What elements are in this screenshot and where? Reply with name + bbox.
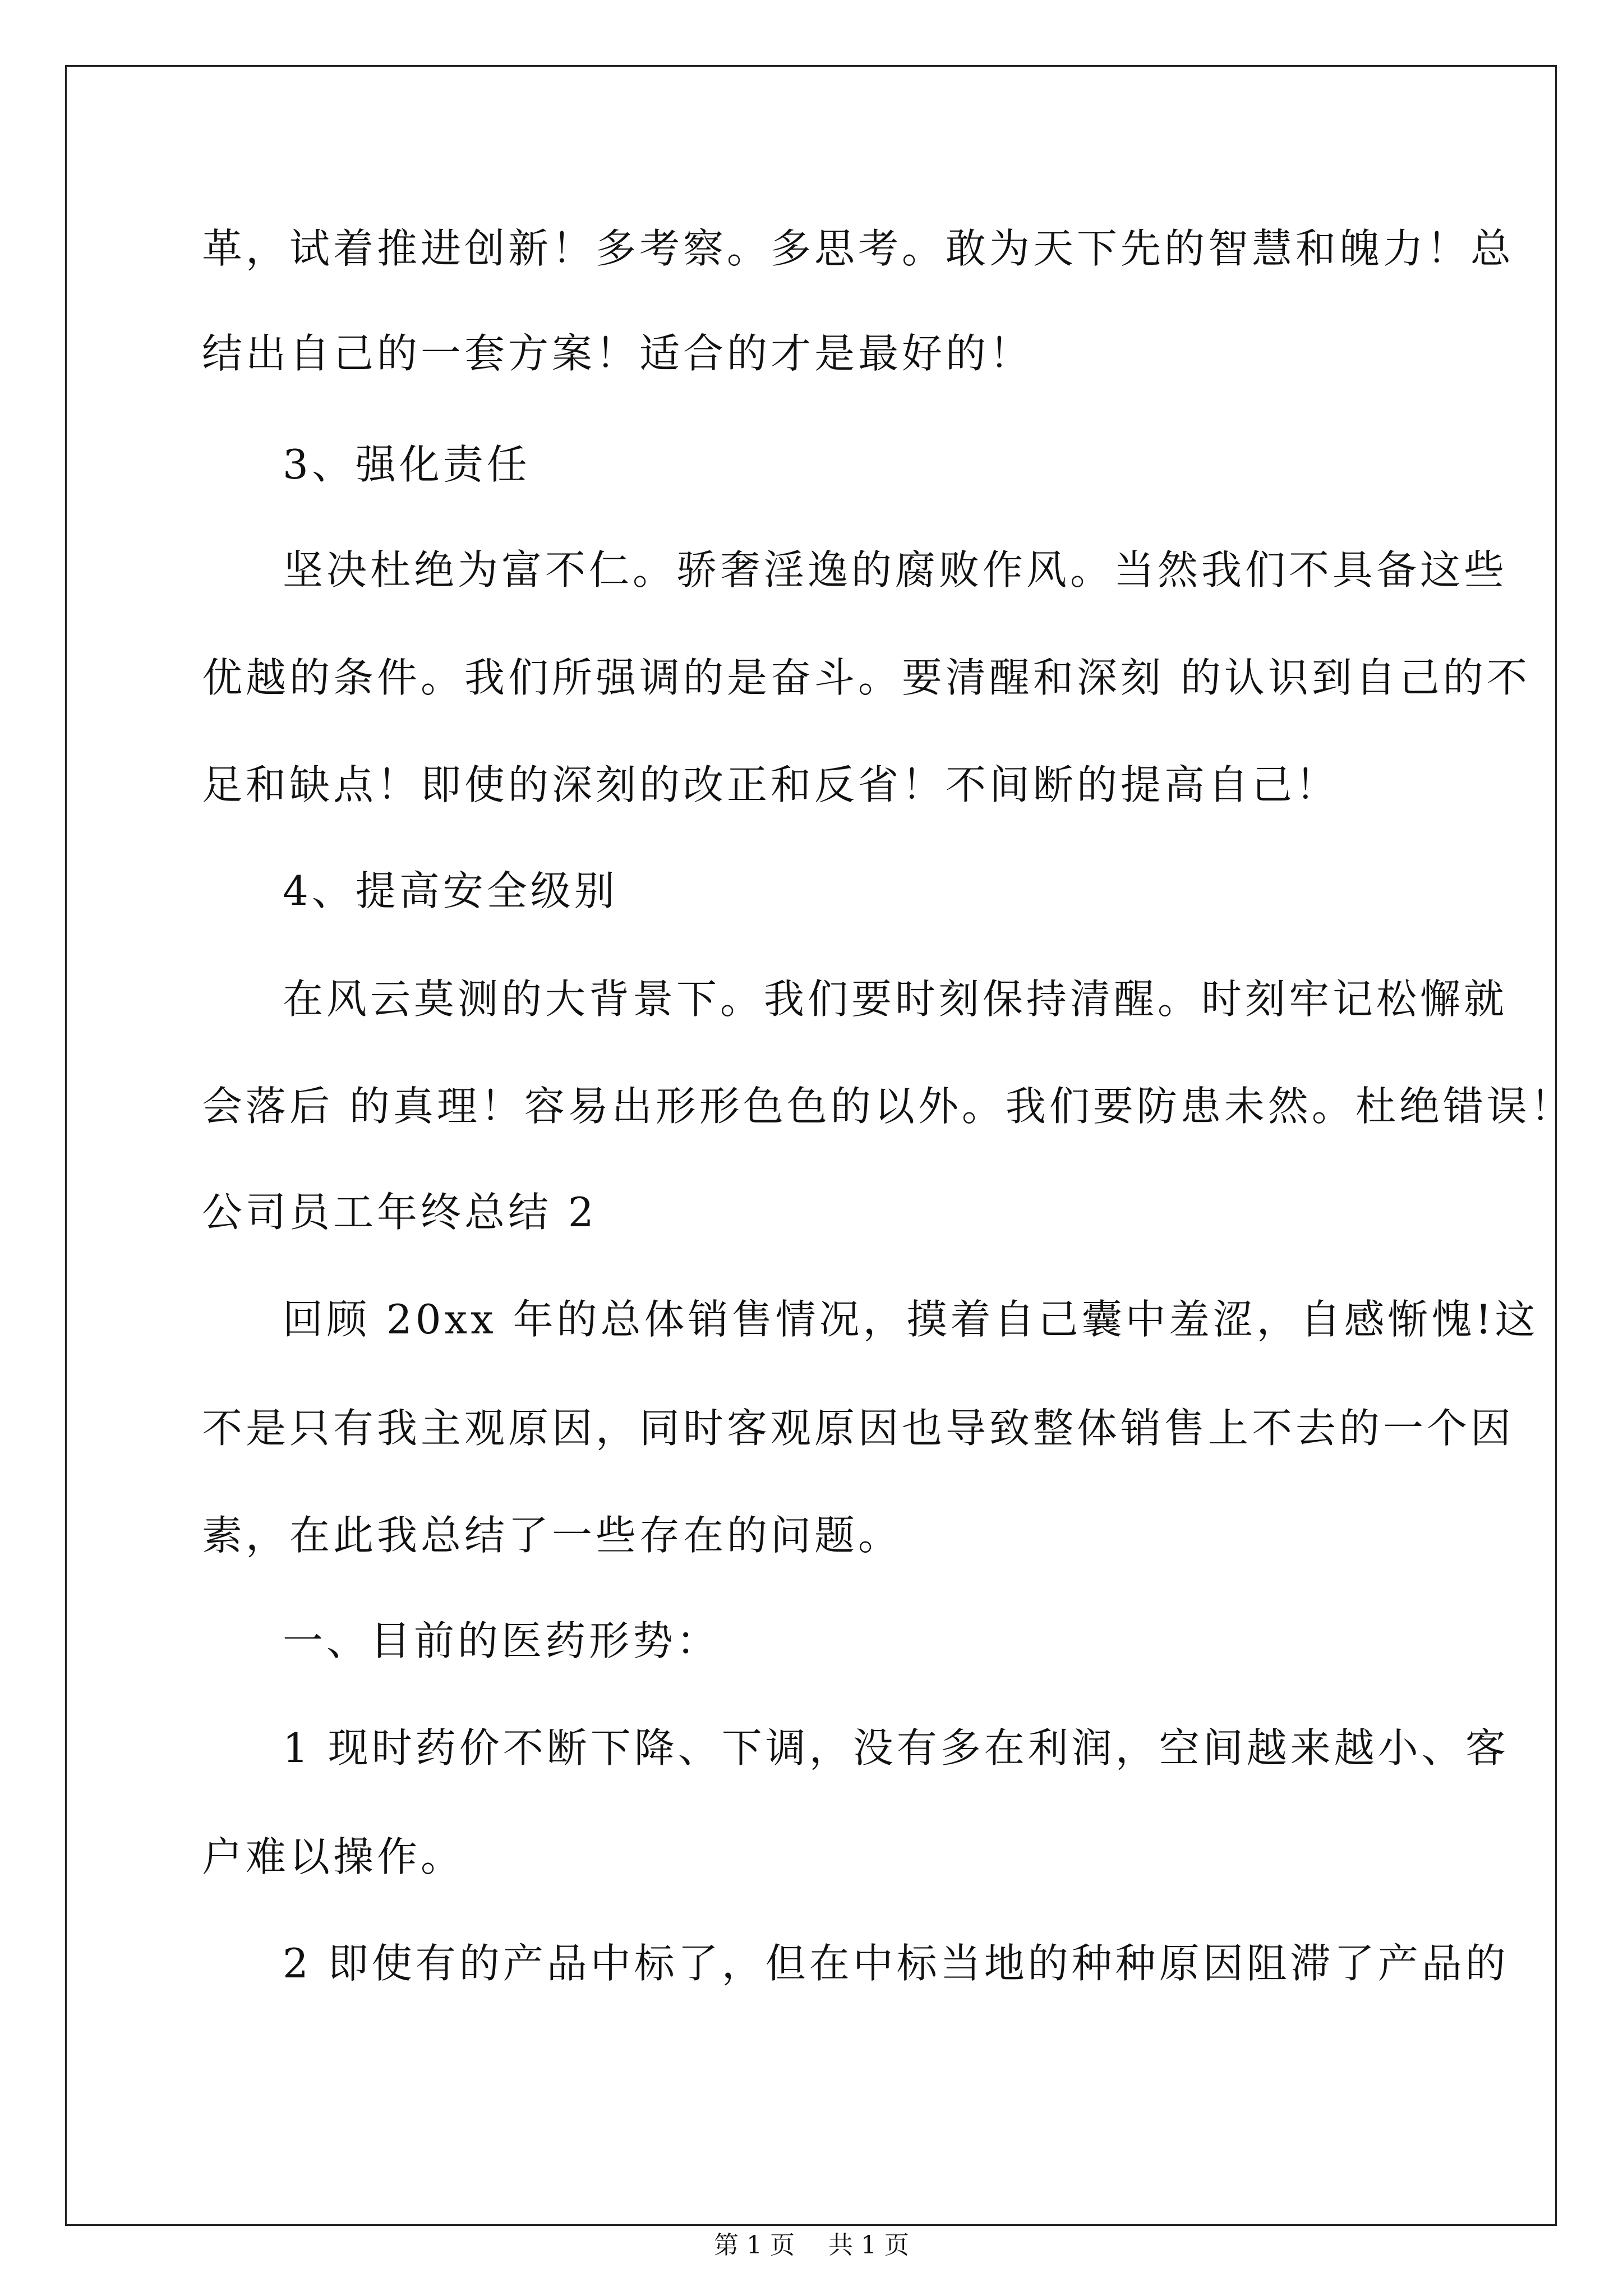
- text-line: 1 现时药价不断下降、下调，没有多在利润，空间越来越小、客: [283, 1724, 1509, 1772]
- page-number: 第 1 页: [714, 2231, 795, 2260]
- text-line: 回顾 20xx 年的总体销售情况，摸着自己囊中羞涩，自感惭愧!这: [283, 1296, 1539, 1343]
- text-line: 在风云莫测的大背景下。我们要时刻保持清醒。时刻牢记松懈就: [283, 976, 1508, 1023]
- text-line: 素，在此我总结了一些存在的问题。: [202, 1512, 902, 1559]
- text-line: 不是只有我主观原因，同时客观原因也导致整体销售上不去的一个因: [202, 1405, 1515, 1452]
- text-line: 坚决杜绝为富不仁。骄奢淫逸的腐败作风。当然我们不具备这些: [283, 546, 1508, 593]
- page-border: [65, 65, 1574, 2226]
- section-heading: 4、提高安全级别: [283, 867, 618, 914]
- text-line: 户难以操作。: [202, 1833, 465, 1880]
- section-heading: 3、强化责任: [283, 441, 531, 488]
- text-line: 结出自己的一套方案！适合的才是最好的！: [202, 330, 1034, 377]
- text-line: 2 即使有的产品中标了，但在中标当地的种种原因阻滞了产品的: [283, 1940, 1509, 1987]
- document-subtitle: 公司员工年终总结 2: [202, 1189, 597, 1236]
- section-heading: 一、目前的医药形势：: [283, 1617, 721, 1664]
- page-total: 共 1 页: [828, 2231, 909, 2260]
- text-line: 会落后 的真理！容易出形形色色的以外。我们要防患未然。杜绝错误！: [202, 1083, 1574, 1130]
- text-line: 足和缺点！即使的深刻的改正和反省！不间断的提高自己！: [202, 761, 1340, 808]
- text-line: 革，试着推进创新！多考察。多思考。敢为天下先的智慧和魄力！总: [202, 225, 1515, 272]
- page-footer: [0, 2230, 1623, 2261]
- text-line: 优越的条件。我们所强调的是奋斗。要清醒和深刻 的认识到自己的不: [202, 654, 1530, 701]
